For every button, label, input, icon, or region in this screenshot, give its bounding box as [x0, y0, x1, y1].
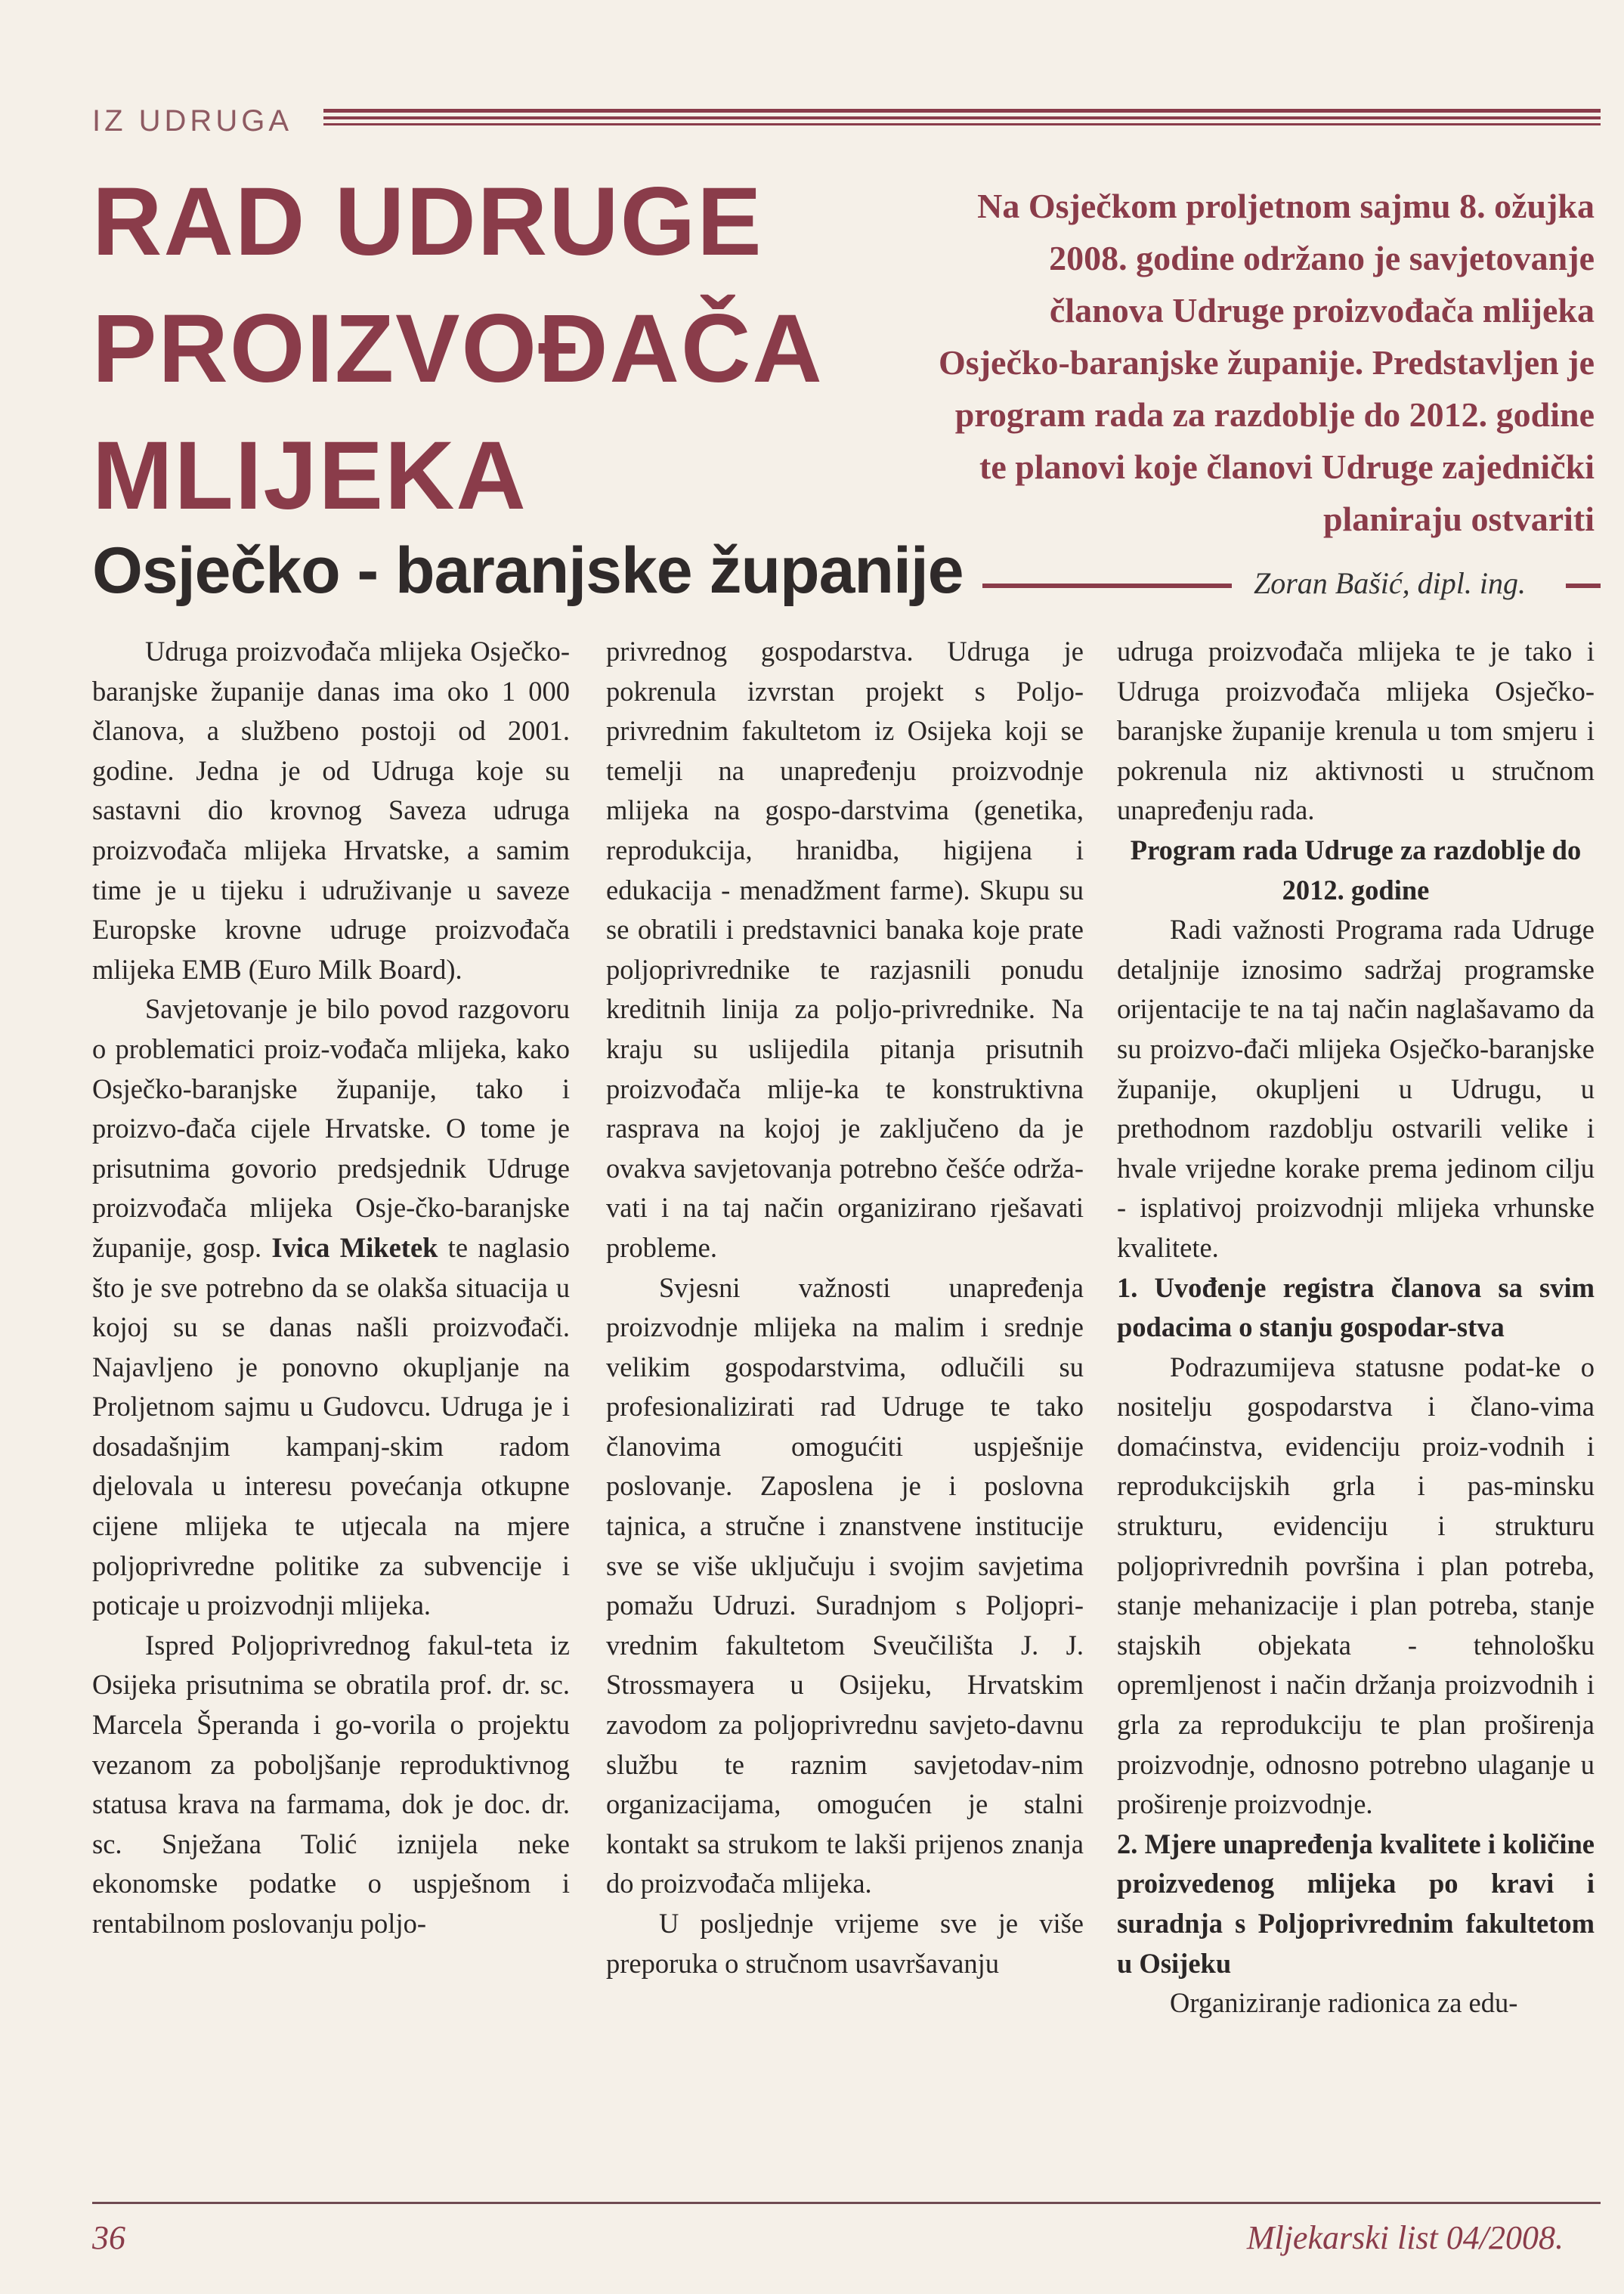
title-line-1: RAD UDRUGE	[92, 168, 763, 276]
author-byline: Zoran Bašić, dipl. ing.	[1253, 566, 1526, 600]
col1-paragraph-1: Udruga proizvođača mlijeka Osječko-baranjske županije danas ima oko 1 000 članova, a službeno postoji od 2001. godine. Jedna je od Udruga koje su sastavni dio krovnog Saveza udruga proizvođača mlijeka Hrvatske, a samim time je u tijeku i udruživanje u saveze Europske krovne udruge proizvođača mlijeka EMB (Euro Milk Board).	[92, 636, 570, 985]
column-1	[92, 632, 570, 1944]
author-rule	[1566, 584, 1601, 588]
president-name: Ivica Miketek	[271, 1231, 438, 1263]
lead-paragraph: Na Osječkom proljetnom sajmu 8. ožujka 2008. godine održano je savjetovanje članova Udruge proizvođača mlijeka Osječko-baranjske županije. Predstavljen je program rada za razdoblje do 2012. godine te planovi koje članovi Udruge zajednički planiraju ostvariti	[939, 187, 1595, 538]
col3-heading-program: Program rada Udruge za razdoblje do 2012. godine	[1130, 834, 1582, 906]
col1-p2-text-a: Savjetovanje je bilo povod razgovoru o problematici proiz-vođača mlijeka, kako Osječko-baranjske županije, tako i proizvo-đača cijele Hrvatske. O tome je prisutnima govorio predsjednik Udruge proizvođača mlijeka Osje-čko-baranjske županije, gosp.	[92, 993, 570, 1263]
article-subtitle: Osječko - baranjske županije	[92, 534, 964, 607]
col3-heading-2: 2. Mjere unapređenja kvalitete i količine proizvedenog mlijeka po kravi i suradnja s Poljoprivrednim fakultetom u Osijeku	[1117, 1828, 1595, 1979]
column-3	[1117, 632, 1595, 2023]
col2-paragraph-1: privrednog gospodarstva. Udruga je pokrenula izvrstan projekt s Poljo-privrednim fakultetom iz Osijeka koji se temelji na unapređenju proizvodnje mlijeka na gospo-darstvima (genetika, reprodukcija, hranidba, higijena i edukacija - menadžment farme). Skupu su se obratili i predstavnici banaka koje prate poljoprivrednike te razjasnili ponudu kreditnih linija za poljo-privrednike. Na kraju su uslijedila pitanja prisutnih proizvođača mlije-ka te konstruktivna rasprava na kojoj je zaključeno da je ovakva savjetovanja potrebno češće održa-vati i na taj način organizirano rješavati probleme.	[606, 636, 1084, 1263]
col3-paragraph-2: Radi važnosti Programa rada Udruge detaljnije iznosimo sadržaj programske orijentacije te na taj način naglašavamo da su proizvo-đači mlijeka Osječko-baranjske županije, okupljeni u Udrugu, u prethodnom razdoblju ostvarili velike i hvale vrijedne korake prema jedinom cilju - isplativoj proizvodnji mlijeka vrhunske kvalitete.	[1117, 914, 1595, 1263]
col3-paragraph-4: Organiziranje radionica za edu-	[1170, 1987, 1518, 2019]
section-label: IZ UDRUGA	[92, 104, 292, 138]
col2-paragraph-3: U posljednje vrijeme sve je više preporuka o stručnom usavršavanju	[606, 1908, 1084, 1979]
article-title	[92, 159, 848, 540]
col3-heading-1: 1. Uvođenje registra članova sa svim podacima o stanju gospodar-stva	[1117, 1271, 1595, 1343]
col3-paragraph-1: udruga proizvođača mlijeka te je tako i Udruga proizvođača mlijeka Osječko-baranjske županije krenula u tom smjeru i pokrenula niz aktivnosti u stručnom unapređenju rada.	[1117, 636, 1595, 826]
col1-paragraph-3: Ispred Poljoprivrednog fakul-teta iz Osijeka prisutnima se obratila prof. dr. sc. Marcela Šperanda i go-vorila o projektu vezanom za poboljšanje reproduktivnog statusa krava na farmama, dok je doc. dr. sc. Snježana Tolić iznijela neke ekonomske podatke o uspješnom i rentabilnom poslovanju poljo-	[92, 1629, 570, 1939]
title-line-2: PROIZVOĐAČA	[92, 295, 824, 403]
title-line-3: MLIJEKA	[92, 422, 527, 530]
column-2	[606, 632, 1084, 1983]
page-number: 36	[92, 2219, 125, 2256]
footer-rule	[92, 2202, 1601, 2204]
col3-paragraph-3: Podrazumijeva statusne podat-ke o nositelju gospodarstva i člano-vima domaćinstva, evidenciju proiz-vodnih i reprodukcijskih grla i pas-minsku strukturu, evidenciju i strukturu poljoprivrednih površina i plan potreba, stanje mehanizacije i plan potreba, stanje stajskih objekata - tehnološku opremljenost i način držanja proizvodnih i grla za reprodukciju te plan proširenja proizvodnje, odnosno potrebno ulaganje u proširenje proizvodnje.	[1117, 1351, 1595, 1820]
subtitle-rule	[982, 584, 1232, 588]
col2-paragraph-2: Svjesni važnosti unapređenja proizvodnje mlijeka na malim i srednje velikim gospodarstvima, odlučili su profesionalizirati rad Udruge te tako članovima omogućiti uspješnije poslovanje. Zaposlena je i poslovna tajnica, a stručne i znanstvene institucije sve se više uključuju i svojim savjetima pomažu Udruzi. Suradnjom s Poljopri-vrednim fakultetom Sveučilišta J. J. Strossmayera u Osijeku, Hrvatskim zavodom za poljoprivrednu savjeto-davnu službu te raznim savjetodav-nim organizacijama, omogućen je stalni kontakt sa strukom te lakši prijenos znanja do proizvođača mlijeka.	[606, 1271, 1084, 1899]
col1-p2-text-b: te naglasio što je sve potrebno da se olakša situacija u kojoj su se danas našli proizvođači. Najavljeno je ponovno okupljanje na Proljetnom sajmu u Gudovcu. Udruga je i dosadašnjim kampanj-skim radom djelovala u interesu povećanja otkupne cijene mlijeka te utjecala na mjere poljoprivredne politike za subvencije i poticaje u proizvodnji mlijeka.	[92, 1231, 570, 1621]
section-rule	[323, 109, 1601, 132]
col1-paragraph-2	[92, 989, 570, 1626]
journal-issue: Mljekarski list 04/2008.	[1246, 2219, 1564, 2256]
